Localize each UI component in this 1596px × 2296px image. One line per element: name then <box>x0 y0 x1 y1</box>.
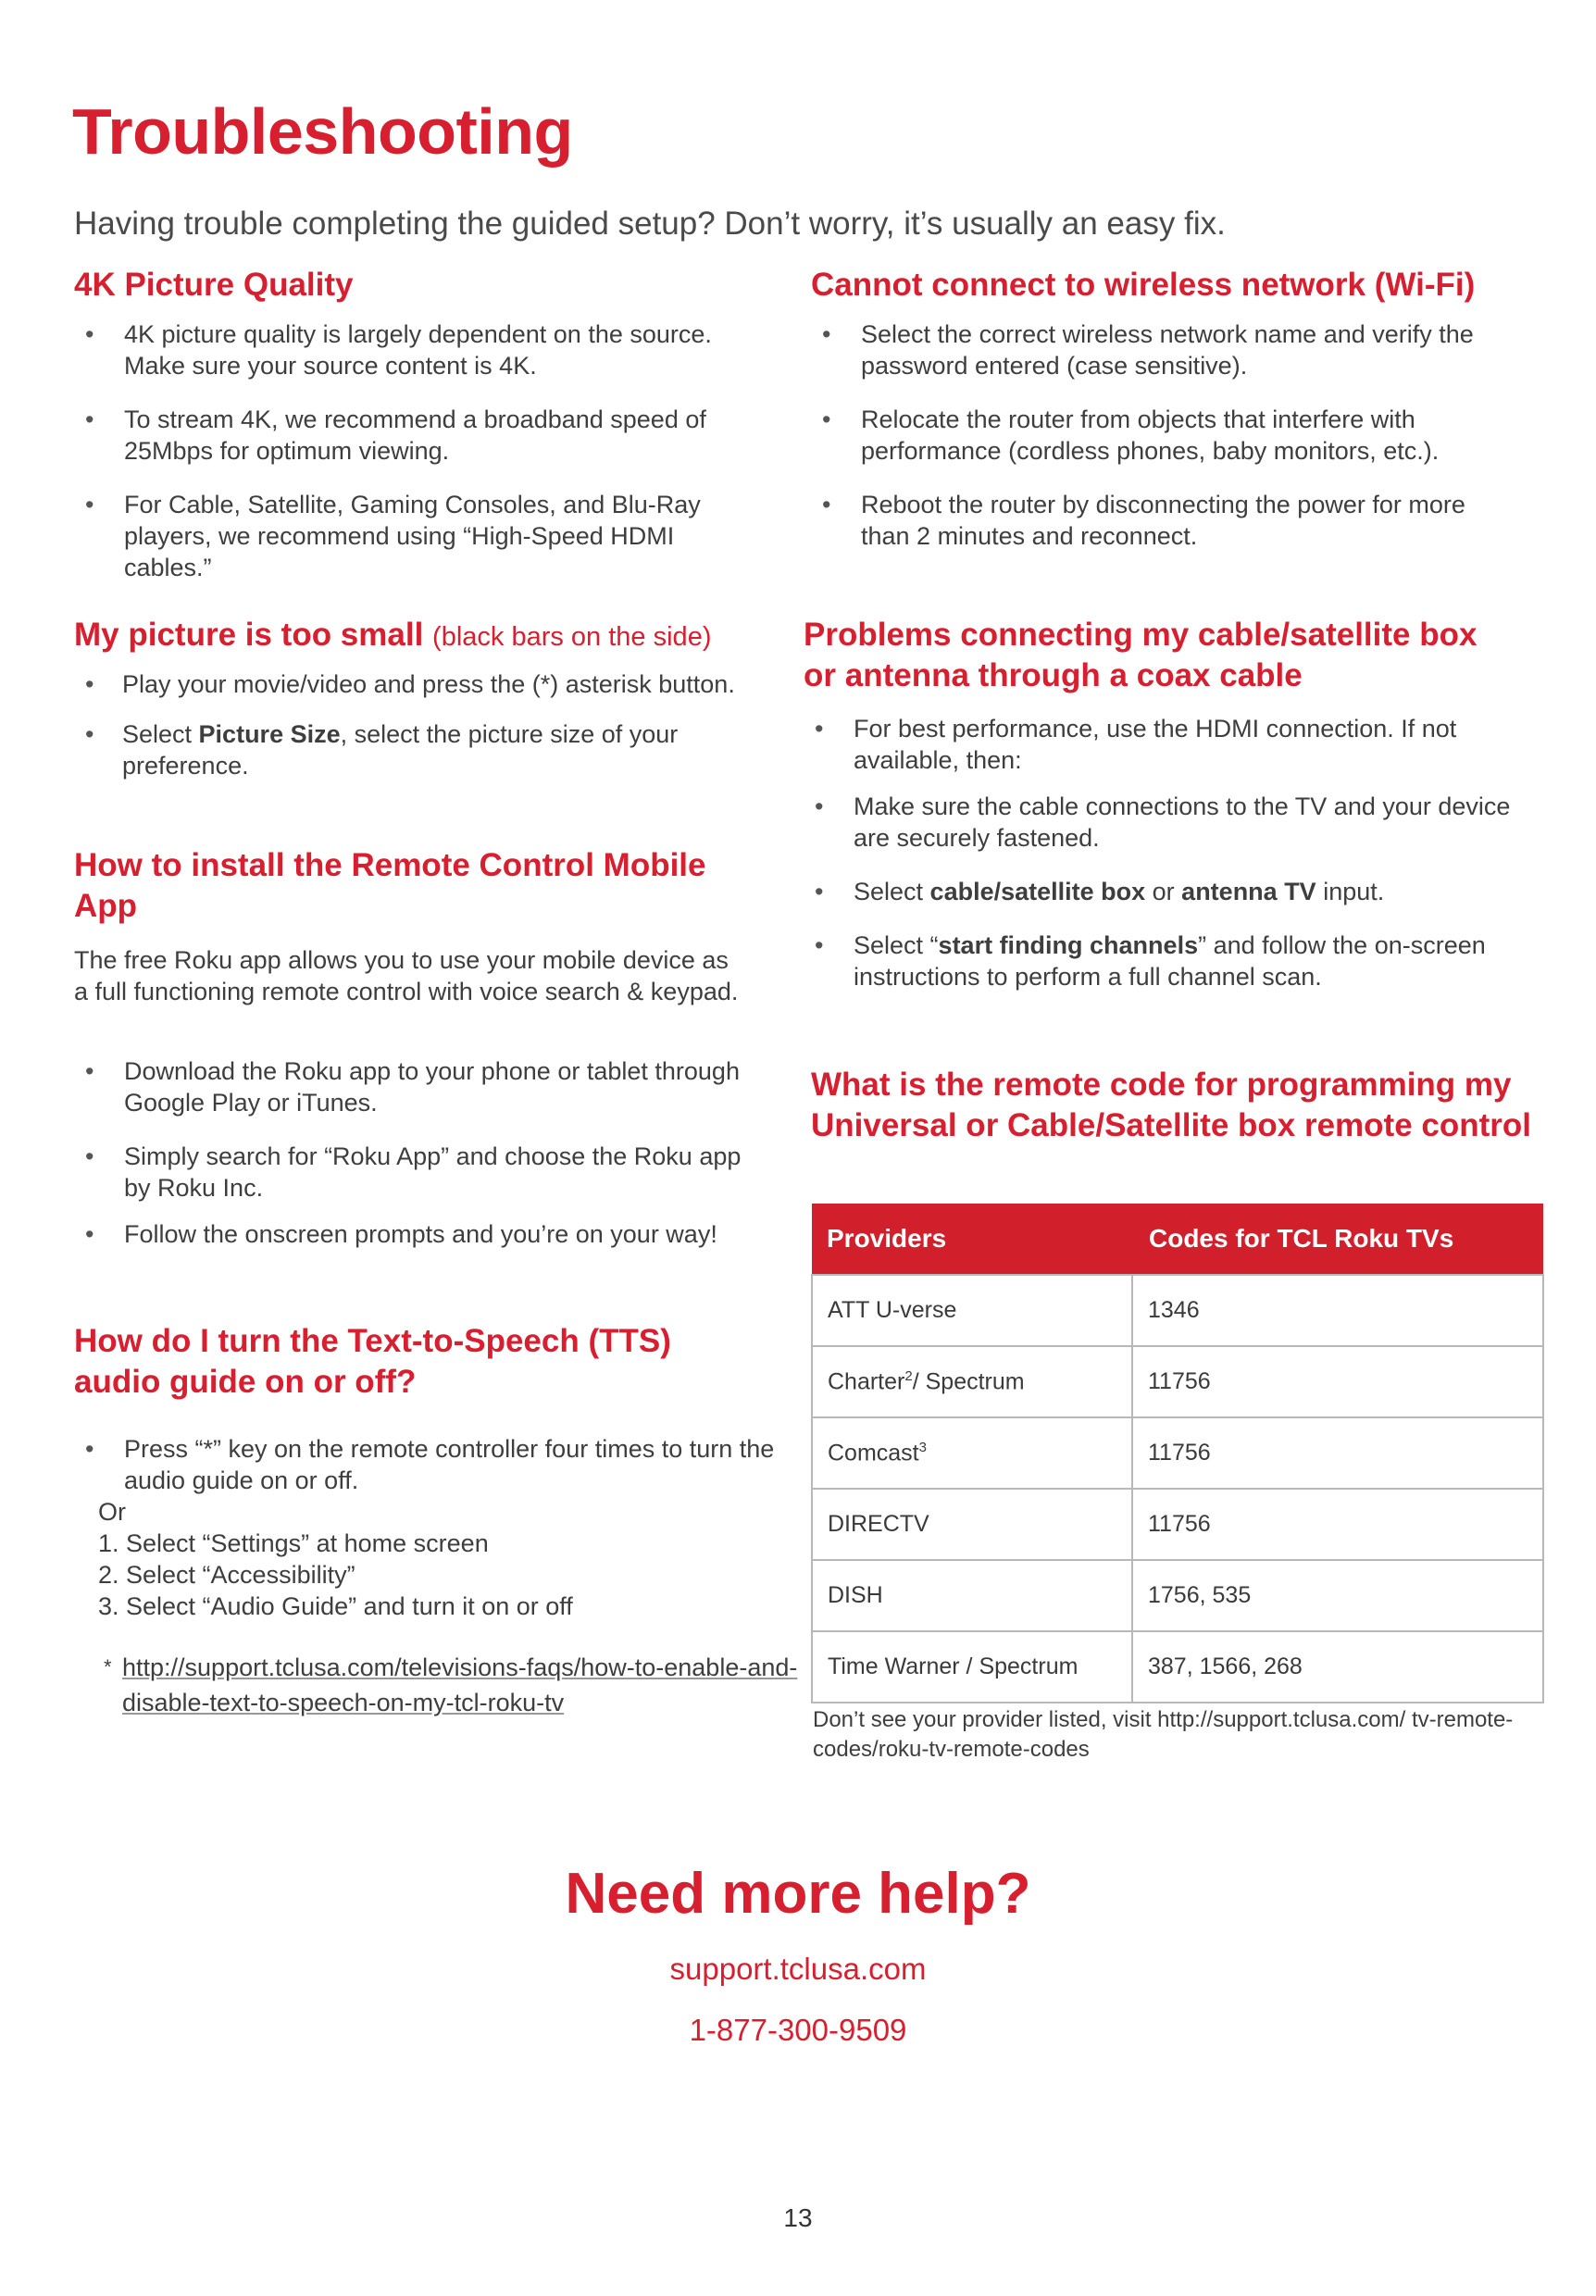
provider-name: DISH <box>828 1582 883 1608</box>
list-tts <box>74 1433 796 1496</box>
help-title: Need more help? <box>565 1862 1031 1926</box>
heading-tts: How do I turn the Text-to-Speech (TTS) audio guide on or off? <box>74 1323 671 1400</box>
step-item: 2. Select “Accessibility” <box>98 1561 355 1589</box>
footnote-mark: 3 <box>918 1439 927 1455</box>
list-item: • Simply search for “Roku App” and choose the Roku app by Roku Inc. <box>74 1141 759 1204</box>
list-item: • To stream 4K, we recommend a broadband speed of 25Mbps for optimum viewing. <box>74 404 759 467</box>
list-item: • For Cable, Satellite, Gaming Consoles, and Blu-Ray players, we recommend using “High-Speed HDMI cables.” <box>74 489 759 583</box>
list-item: • Relocate the router from objects that interfere with performance (cordless phones, baby monitors, etc.). <box>811 404 1496 467</box>
asterisk-mark: * <box>104 1655 112 1678</box>
step-item: 3. Select “Audio Guide” and turn it on or off <box>98 1592 573 1620</box>
list-item <box>804 876 1526 907</box>
list-item <box>74 718 741 781</box>
provider-cell <box>812 1489 1132 1560</box>
table-row <box>812 1417 1543 1489</box>
provider-name: Comcast <box>828 1440 919 1466</box>
list-item: • Play your movie/video and press the (*) asterisk button. <box>74 668 741 700</box>
text: Select “ <box>854 931 939 959</box>
list-item: • Make sure the cable connections to the TV and your device are securely fastened. <box>804 791 1526 854</box>
bold-text: Picture Size <box>198 720 341 748</box>
table-header-row <box>812 1204 1543 1275</box>
list-item <box>804 930 1526 992</box>
or-text: Or <box>98 1498 126 1526</box>
code-cell: 11756 <box>1132 1489 1543 1560</box>
help-url-link[interactable]: support.tclusa.com <box>669 1952 927 1986</box>
table-row <box>812 1489 1543 1560</box>
bold-text: start finding channels <box>938 931 1199 959</box>
list-item: • Reboot the router by disconnecting the power for more than 2 minutes and reconnect. <box>811 489 1496 552</box>
list-item: • Download the Roku app to your phone or tablet through Google Play or iTunes. <box>74 1055 759 1118</box>
page-title: Troubleshooting <box>72 95 573 168</box>
code-cell: 1756, 535 <box>1132 1560 1543 1631</box>
table-row <box>812 1631 1543 1703</box>
table-row <box>812 1275 1543 1346</box>
table-row <box>812 1560 1543 1631</box>
step-item: 1. Select “Settings” at home screen <box>98 1529 489 1557</box>
provider-cell <box>812 1560 1132 1631</box>
remote-app-paragraph: The free Roku app allows you to use your mobile device as a full functioning remote control with voice search & keypad. <box>74 946 739 1005</box>
heading-coax: Problems connecting my cable/satellite box or antenna through a coax cable <box>804 617 1478 693</box>
list-remote-app <box>74 1055 759 1250</box>
text: , select the picture size of your preference. <box>122 720 679 780</box>
code-cell: 1346 <box>1132 1275 1543 1346</box>
code-cell: 11756 <box>1132 1346 1543 1417</box>
list-item: • For best performance, use the HDMI connection. If not available, then: <box>804 713 1526 776</box>
bold-text: cable/satellite box <box>929 878 1146 905</box>
provider-cell <box>812 1346 1132 1417</box>
heading-picture-too-small <box>74 615 711 657</box>
bold-text: antenna TV <box>1181 878 1316 905</box>
column-header-codes: Codes for TCL Roku TVs <box>1132 1204 1543 1275</box>
tts-steps <box>98 1528 783 1622</box>
provider-cell <box>812 1631 1132 1703</box>
list-item: • Press “*” key on the remote controller four times to turn the audio guide on or off. <box>74 1433 796 1496</box>
provider-name-rest: / Spectrum <box>912 1368 1025 1395</box>
heading-wifi: Cannot connect to wireless network (Wi-Fi) <box>811 267 1476 303</box>
text: Select <box>854 878 930 905</box>
help-phone[interactable]: 1-877-300-9509 <box>689 2013 907 2047</box>
list-picture-too-small <box>74 668 741 781</box>
code-cell: 387, 1566, 268 <box>1132 1631 1543 1703</box>
tts-link-block <box>104 1650 798 1720</box>
text: input. <box>1315 878 1385 905</box>
column-header-providers: Providers <box>812 1204 1132 1275</box>
list-wifi <box>811 318 1496 552</box>
heading-sub: (black bars on the side) <box>432 622 712 652</box>
heading-main: My picture is too small <box>74 617 424 653</box>
provider-name: Charter <box>828 1368 905 1395</box>
provider-name: ATT U-verse <box>828 1297 957 1323</box>
table-note: Don’t see your provider listed, visit http://support.tclusa.com/ tv-remote-codes/roku-tv-remote-codes <box>813 1707 1514 1762</box>
list-item: • 4K picture quality is largely dependent on the source. Make sure your source content is 4K. <box>74 318 759 381</box>
code-cell: 11756 <box>1132 1417 1543 1489</box>
provider-name: Time Warner / Spectrum <box>828 1653 1079 1679</box>
footnote-mark: 2 <box>904 1367 913 1384</box>
table-row <box>812 1346 1543 1417</box>
heading-remote-app: How to install the Remote Control Mobile App <box>74 847 706 924</box>
list-coax <box>804 713 1526 992</box>
heading-remote-code: What is the remote code for programming my Universal or Cable/Satellite box remote control <box>811 1067 1531 1143</box>
remote-codes-table <box>811 1204 1544 1703</box>
text: Select <box>122 720 199 748</box>
text: or <box>1145 878 1182 905</box>
tts-support-link[interactable]: http://support.tclusa.com/televisions-faqs/how-to-enable-and-disable-text-to-speech-on-my-tcl-roku-tv <box>122 1653 798 1716</box>
provider-cell <box>812 1417 1132 1489</box>
provider-name: DIRECTV <box>828 1511 929 1537</box>
text: ” and follow the on-screen instructions to perform a full channel scan. <box>854 931 1486 991</box>
heading-4k-picture-quality: 4K Picture Quality <box>74 267 354 303</box>
page-number: 13 <box>783 2203 813 2232</box>
list-item: • Select the correct wireless network name and verify the password entered (case sensitive). <box>811 318 1496 381</box>
provider-cell <box>812 1275 1132 1346</box>
list-4k-picture-quality <box>74 318 759 583</box>
intro-text: Having trouble completing the guided setup? Don’t worry, it’s usually an easy fix. <box>74 206 1226 242</box>
list-item: • Follow the onscreen prompts and you’re on your way! <box>74 1218 759 1250</box>
